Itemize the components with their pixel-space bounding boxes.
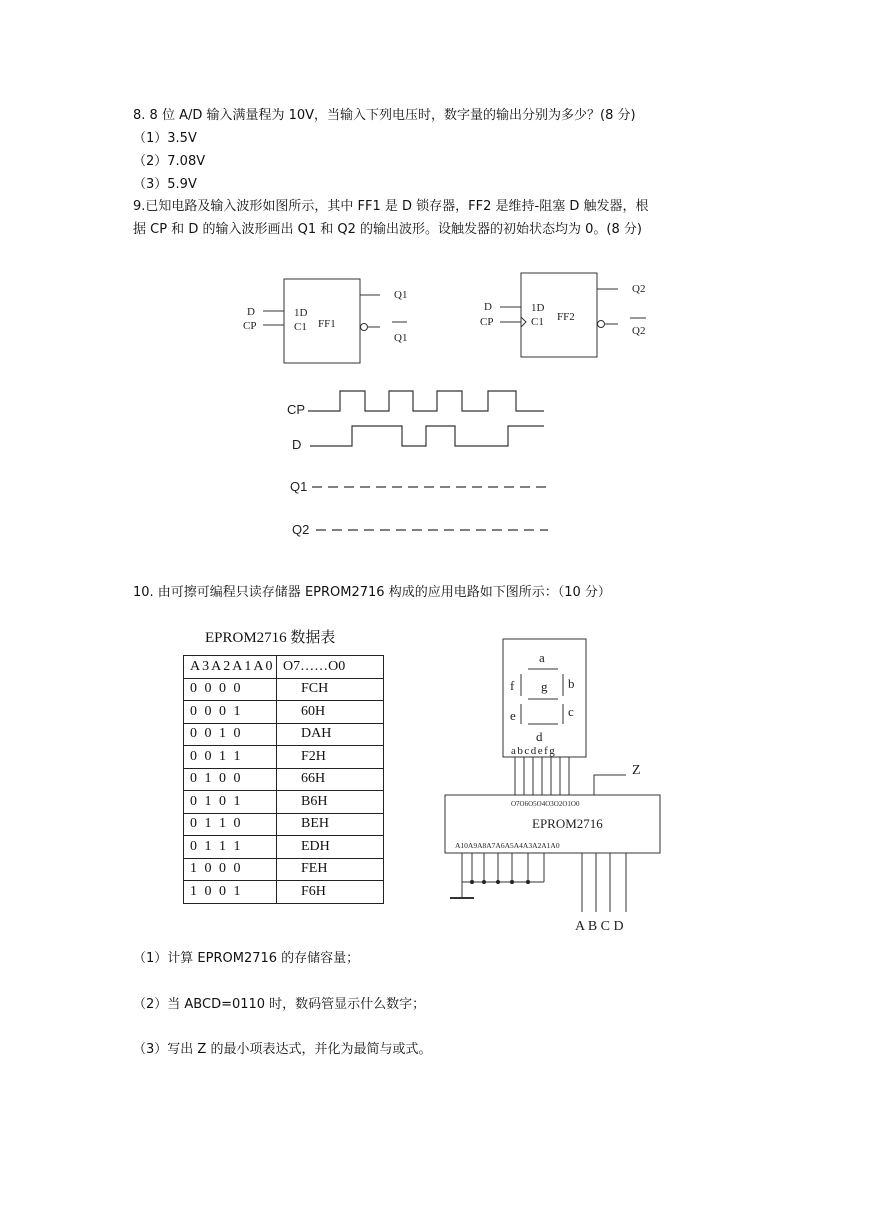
chip-address-pins: A10A9A8A7A6A5A4A3A2A1A0 [455, 841, 560, 850]
ff1-pin-c1: C1 [294, 321, 307, 333]
header-address: A3A2A1A0 [184, 656, 277, 679]
ff2-d-label: D [484, 301, 492, 313]
address-cell: 0 1 0 1 [184, 791, 277, 814]
output-cell: B6H [277, 791, 384, 814]
ff2-qbar-label: Q2 [632, 325, 646, 337]
q10-item-1: （1）计算 EPROM2716 的存储容量； [133, 951, 360, 966]
wave-d-label: D [292, 437, 302, 452]
ff1-name: FF1 [318, 318, 336, 330]
ff1-pin-1d: 1D [294, 307, 308, 319]
abcd-input-labels: A B C D [575, 919, 624, 934]
q8-item-3: （3）5.9V [133, 177, 197, 192]
output-cell: 60H [277, 701, 384, 724]
header-output: O7……O0 [277, 656, 384, 679]
d-waveform [310, 426, 544, 446]
q9-circuit-diagram [0, 0, 869, 560]
output-cell: EDH [277, 836, 384, 859]
ff1-qbar-label: Q1 [394, 332, 408, 344]
seg-g-label: g [541, 679, 548, 694]
address-cell: 0 0 1 0 [184, 723, 277, 746]
address-cell: 0 0 0 0 [184, 678, 277, 701]
ff2-name: FF2 [557, 311, 575, 323]
q8-stem: 8. 8 位 A/D 输入满量程为 10V，当输入下列电压时，数字量的输出分别为多少？(8 分) [133, 108, 636, 123]
output-cell: FEH [277, 858, 384, 881]
cp-waveform [308, 391, 544, 411]
seg-b-label: b [568, 676, 575, 691]
seg-a-label: a [539, 650, 545, 665]
address-cell: 0 1 1 1 [184, 836, 277, 859]
address-cell: 0 0 1 1 [184, 746, 277, 769]
q8-item-2: （2）7.08V [133, 154, 206, 169]
chip-output-pins: O7O6O5O4O3O2O1O0 [511, 800, 580, 808]
chip-name: EPROM2716 [532, 816, 603, 831]
ff2-pin-c1: C1 [531, 316, 544, 328]
address-cell: 0 1 1 0 [184, 813, 277, 836]
z-label: Z [632, 763, 641, 778]
q10-item-2: （2）当 ABCD=0110 时，数码管显示什么数字； [133, 997, 426, 1012]
wave-cp-label: CP [287, 402, 306, 417]
q10-item-3: （3）写出 Z 的最小项表达式，并化为最简与或式。 [133, 1042, 432, 1057]
q9-stem-line1: 9.已知电路及输入波形如图所示，其中 FF1 是 D 锁存器，FF2 是维持-阻塞 D 触发器，根 [133, 199, 649, 214]
output-cell: F6H [277, 881, 384, 904]
seg-f-label: f [510, 678, 515, 693]
output-cell: 66H [277, 768, 384, 791]
wave-q2-label: Q2 [292, 522, 310, 537]
output-cell: FCH [277, 678, 384, 701]
ff2-q-label: Q2 [632, 283, 646, 295]
seg-c-label: c [568, 704, 574, 719]
output-cell: BEH [277, 813, 384, 836]
address-cell: 1 0 0 0 [184, 858, 277, 881]
q10-stem: 10. 由可擦可编程只读存储器 EPROM2716 构成的应用电路如下图所示：（10 分） [133, 585, 611, 600]
ff2-cp-label: CP [480, 316, 494, 328]
seg-d-label: d [536, 729, 543, 744]
ff1-q-label: Q1 [394, 289, 408, 301]
eprom-table-title: EPROM2716 数据表 [205, 630, 336, 646]
ff1-cp-label: CP [243, 320, 257, 332]
wave-q1-label: Q1 [290, 479, 308, 494]
output-cell: F2H [277, 746, 384, 769]
ff2-pin-1d: 1D [531, 302, 545, 314]
q8-item-1: （1）3.5V [133, 131, 197, 146]
ff1-d-label: D [247, 306, 255, 318]
address-cell: 1 0 0 1 [184, 881, 277, 904]
seg-e-label: e [510, 708, 516, 723]
address-cell: 0 0 0 1 [184, 701, 277, 724]
address-cell: 0 1 0 0 [184, 768, 277, 791]
eprom-circuit-diagram [0, 630, 869, 940]
seg-pin-labels: abcdefg [511, 745, 557, 757]
output-cell: DAH [277, 723, 384, 746]
q9-stem-line2: 据 CP 和 D 的输入波形画出 Q1 和 Q2 的输出波形。设触发器的初始状态均为 0。(8 分) [133, 222, 642, 237]
